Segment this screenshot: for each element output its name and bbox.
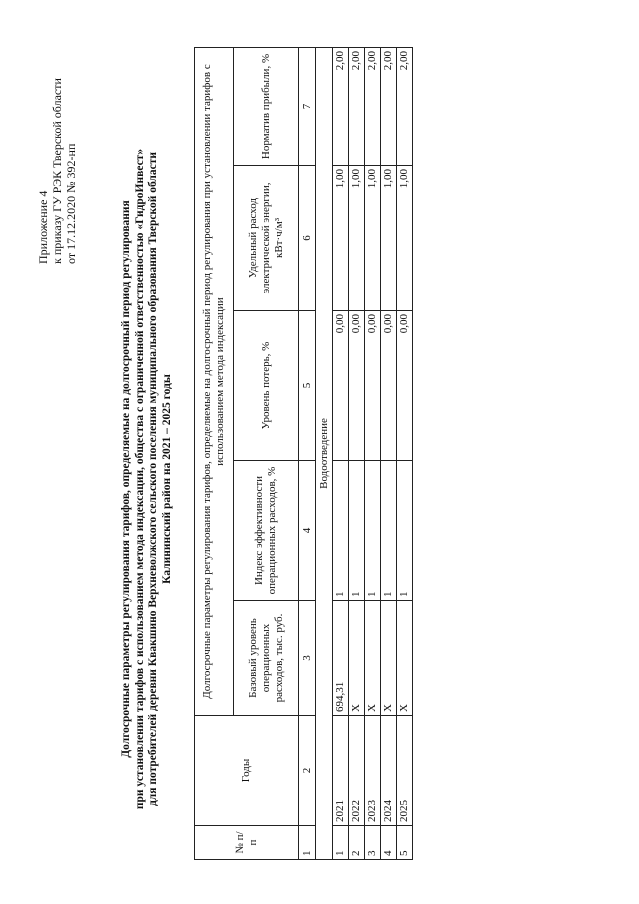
column-index: 6	[299, 166, 316, 311]
header-num: № п/п	[195, 826, 299, 860]
cell-profit: 2,00	[333, 47, 349, 165]
cell-base-opex: 694,31	[333, 601, 349, 716]
title-line-3: для потребителей деревни Квакшино Верхневолжского сельского поселения муниципального образования Тверской области	[147, 151, 159, 807]
column-index: 1	[299, 826, 316, 860]
header-row-group	[195, 47, 234, 859]
cell-base-opex: Х	[381, 601, 397, 716]
cell-losses: 0,00	[333, 311, 349, 461]
cell-energy: 1,00	[381, 166, 397, 311]
cell-profit: 2,00	[349, 47, 365, 165]
cell-year: 2024	[381, 716, 397, 826]
cell-efficiency: 1	[381, 461, 397, 601]
appendix-number: Приложение 4	[36, 190, 50, 264]
cell-efficiency: 1	[349, 461, 365, 601]
cell-num: 5	[397, 826, 413, 860]
table-row	[349, 47, 365, 859]
cell-profit: 2,00	[381, 47, 397, 165]
cell-base-opex: Х	[365, 601, 381, 716]
table-row	[381, 47, 397, 859]
column-index: 3	[299, 601, 316, 716]
cell-year: 2021	[333, 716, 349, 826]
cell-losses: 0,00	[381, 311, 397, 461]
title-line-1: Долгосрочные параметры регулирования тарифов, определяемые на долгосрочный период регулирования	[120, 200, 132, 758]
cell-energy: 1,00	[365, 166, 381, 311]
cell-num: 2	[349, 826, 365, 860]
cell-losses: 0,00	[349, 311, 365, 461]
cell-energy: 1,00	[349, 166, 365, 311]
header-base-opex: Базовый уровень операционных расходов, тыс. руб.	[234, 601, 299, 716]
cell-year: 2025	[397, 716, 413, 826]
document-title	[120, 124, 174, 834]
table-row	[397, 47, 413, 859]
cell-efficiency: 1	[333, 461, 349, 601]
appendix-order: к приказу ГУ РЭК Тверской области	[50, 78, 64, 264]
cell-profit: 2,00	[397, 47, 413, 165]
table-row	[333, 47, 349, 859]
header-efficiency-index: Индекс эффективности операционных расходов, %	[234, 461, 299, 601]
appendix-reference	[36, 24, 78, 264]
column-index-row	[299, 47, 316, 859]
header-years: Годы	[195, 716, 299, 826]
column-index: 7	[299, 47, 316, 165]
cell-num: 1	[333, 826, 349, 860]
cell-losses: 0,00	[397, 311, 413, 461]
cell-base-opex: Х	[349, 601, 365, 716]
cell-profit: 2,00	[365, 47, 381, 165]
section-row	[316, 47, 333, 859]
cell-efficiency: 1	[397, 461, 413, 601]
column-index: 2	[299, 716, 316, 826]
tariff-parameters-table	[194, 47, 413, 860]
title-line-2: при установлении тарифов с использованием метода индексации, общества с ограниченной ответственностью «ГидроИнвест»	[133, 148, 146, 810]
header-group: Долгосрочные параметры регулирования тарифов, определяемые на долгосрочный период регулирования при установлении тарифов с использованием метода индексации	[195, 47, 234, 715]
appendix-date: от 17.12.2020 № 392-нп	[64, 143, 78, 264]
cell-year: 2023	[365, 716, 381, 826]
table-row	[365, 47, 381, 859]
header-profit-norm: Норматив прибыли, %	[234, 47, 299, 165]
cell-losses: 0,00	[365, 311, 381, 461]
column-index: 5	[299, 311, 316, 461]
cell-energy: 1,00	[397, 166, 413, 311]
header-energy-consumption: Удельный расход электрической энергии, кВт·ч/м³	[234, 166, 299, 311]
cell-num: 3	[365, 826, 381, 860]
cell-energy: 1,00	[333, 166, 349, 311]
header-loss-level: Уровень потерь, %	[234, 311, 299, 461]
cell-year: 2022	[349, 716, 365, 826]
title-line-4: Калининский район на 2021 – 2025 годы	[160, 374, 173, 584]
column-index: 4	[299, 461, 316, 601]
cell-base-opex: Х	[397, 601, 413, 716]
cell-num: 4	[381, 826, 397, 860]
cell-efficiency: 1	[365, 461, 381, 601]
section-wastewater: Водоотведение	[316, 47, 333, 859]
